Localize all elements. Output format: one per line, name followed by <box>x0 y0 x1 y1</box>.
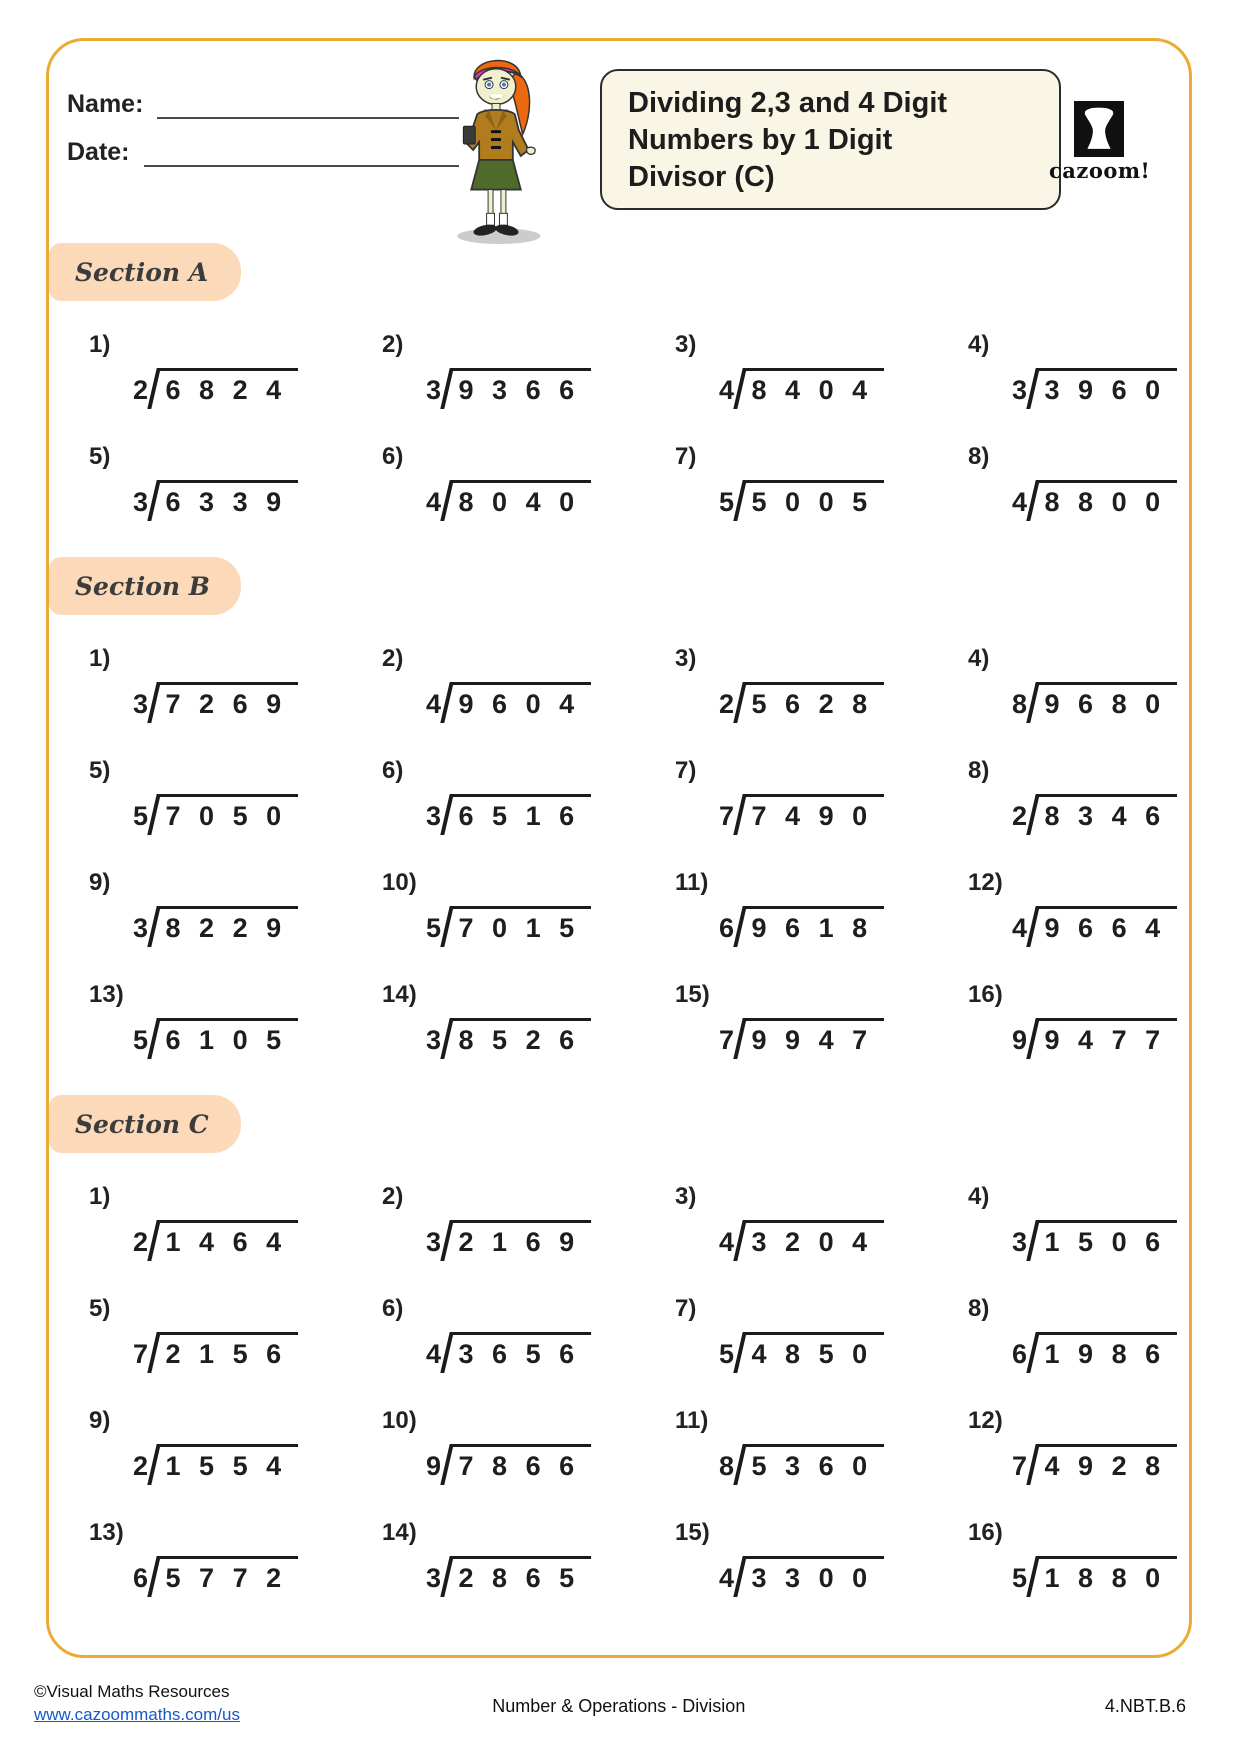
division-bracket-icon <box>733 1220 746 1261</box>
divisor: 6 <box>719 913 735 943</box>
division-bracket-icon <box>733 1018 746 1059</box>
division-expression <box>426 480 655 521</box>
worksheet-frame <box>46 38 1192 1658</box>
drum-logo-icon <box>1074 101 1124 157</box>
division-expression <box>133 368 362 409</box>
name-input-line[interactable] <box>157 89 459 119</box>
problem-number: 9) <box>89 869 111 896</box>
division-problem <box>362 869 655 955</box>
division-expression <box>719 1018 948 1059</box>
division-bracket-icon <box>440 1018 453 1059</box>
division-bracket-icon <box>733 480 746 521</box>
problem-number: 5) <box>89 443 111 470</box>
division-problem <box>948 645 1179 731</box>
division-expression <box>426 1444 655 1485</box>
problem-number: 5) <box>89 1295 111 1322</box>
title-line-2: Numbers by 1 Digit <box>628 123 893 156</box>
division-expression <box>1012 1556 1179 1597</box>
divisor: 4 <box>1012 487 1028 517</box>
division-bracket-icon <box>147 1220 160 1261</box>
divisor: 3 <box>133 913 149 943</box>
division-bracket-icon <box>1026 368 1039 409</box>
divisor: 2 <box>133 1451 149 1481</box>
divisor: 5 <box>719 1339 735 1369</box>
dividend: 2 8 6 5 <box>453 1556 592 1594</box>
division-problem <box>69 757 362 843</box>
problem-number: 15) <box>675 1519 710 1546</box>
division-expression <box>719 1220 948 1261</box>
division-problem <box>362 443 655 529</box>
divisor: 3 <box>1012 1227 1028 1257</box>
dividend: 1 5 5 4 <box>160 1444 299 1482</box>
division-problem <box>362 981 655 1067</box>
division-expression <box>719 480 948 521</box>
title-line-1: Dividing 2,3 and 4 Digit <box>628 87 948 119</box>
dividend: 9 4 7 7 <box>1039 1018 1178 1056</box>
divisor: 5 <box>719 487 735 517</box>
division-problem <box>362 645 655 731</box>
dividend: 8 0 4 0 <box>453 480 592 518</box>
section-b-problems <box>49 645 1189 1067</box>
section-a-header <box>49 243 241 301</box>
division-problem <box>948 1295 1179 1381</box>
worksheet-title-box <box>600 69 1061 210</box>
section-c-problems <box>49 1183 1189 1605</box>
division-problem <box>69 981 362 1067</box>
division-problem <box>948 869 1179 955</box>
dividend: 5 7 7 2 <box>160 1556 299 1594</box>
division-bracket-icon <box>147 794 160 835</box>
division-problem <box>362 1519 655 1605</box>
division-expression <box>133 1556 362 1597</box>
problem-number: 15) <box>675 981 710 1008</box>
division-problem <box>948 1183 1179 1269</box>
divisor: 5 <box>426 913 442 943</box>
division-problem <box>655 1519 948 1605</box>
problem-number: 13) <box>89 1519 124 1546</box>
division-problem <box>655 443 948 529</box>
division-problem <box>69 1183 362 1269</box>
dividend: 2 1 5 6 <box>160 1332 299 1370</box>
division-bracket-icon <box>147 1556 160 1597</box>
division-problem <box>69 331 362 417</box>
problem-number: 12) <box>968 869 1003 896</box>
division-bracket-icon <box>440 368 453 409</box>
division-problem <box>69 869 362 955</box>
dividend: 7 2 6 9 <box>160 682 299 720</box>
division-expression <box>719 1332 948 1373</box>
divisor: 3 <box>426 1563 442 1593</box>
divisor: 4 <box>719 1227 735 1257</box>
problem-number: 2) <box>382 331 404 358</box>
division-bracket-icon <box>147 1332 160 1373</box>
division-expression <box>133 1018 362 1059</box>
dividend: 1 5 0 6 <box>1039 1220 1178 1258</box>
division-bracket-icon <box>147 906 160 947</box>
problem-number: 1) <box>89 331 111 358</box>
division-problem <box>362 1407 655 1493</box>
division-problem <box>655 1183 948 1269</box>
problem-number: 3) <box>675 645 697 672</box>
problem-number: 1) <box>89 1183 111 1210</box>
division-problem <box>655 645 948 731</box>
dividend: 8 8 0 0 <box>1039 480 1178 518</box>
division-bracket-icon <box>440 906 453 947</box>
problem-number: 10) <box>382 1407 417 1434</box>
date-input-line[interactable] <box>144 137 459 167</box>
divisor: 9 <box>426 1451 442 1481</box>
problem-number: 13) <box>89 981 124 1008</box>
dividend: 9 6 8 0 <box>1039 682 1178 720</box>
problem-number: 6) <box>382 757 404 784</box>
problem-number: 11) <box>675 1407 709 1434</box>
division-expression <box>426 906 655 947</box>
division-bracket-icon <box>733 368 746 409</box>
divisor: 3 <box>426 1227 442 1257</box>
divisor: 3 <box>1012 375 1028 405</box>
dividend: 5 3 6 0 <box>746 1444 885 1482</box>
division-bracket-icon <box>440 480 453 521</box>
standard-code: 4.NBT.B.6 <box>1104 1696 1186 1716</box>
division-expression <box>1012 682 1179 723</box>
division-problem <box>948 981 1179 1067</box>
divisor: 3 <box>426 1025 442 1055</box>
division-problem <box>69 443 362 529</box>
divisor: 4 <box>426 689 442 719</box>
division-expression <box>1012 368 1179 409</box>
division-bracket-icon <box>440 794 453 835</box>
divisor: 4 <box>1012 913 1028 943</box>
divisor: 9 <box>1012 1025 1028 1055</box>
division-bracket-icon <box>1026 1556 1039 1597</box>
division-expression <box>719 1444 948 1485</box>
division-problem <box>69 1295 362 1381</box>
division-problem <box>948 331 1179 417</box>
problem-number: 3) <box>675 1183 697 1210</box>
division-expression <box>426 368 655 409</box>
problem-number: 16) <box>968 1519 1003 1546</box>
division-bracket-icon <box>733 794 746 835</box>
divisor: 3 <box>133 487 149 517</box>
problem-number: 7) <box>675 757 697 784</box>
division-bracket-icon <box>1026 682 1039 723</box>
problem-number: 2) <box>382 1183 404 1210</box>
division-problem <box>948 443 1179 529</box>
divisor: 3 <box>426 801 442 831</box>
division-bracket-icon <box>1026 480 1039 521</box>
division-expression <box>719 682 948 723</box>
section-c-title: Section C <box>75 1109 209 1139</box>
problem-number: 4) <box>968 645 990 672</box>
logo-wordmark: cazoom! <box>1049 158 1151 183</box>
dividend: 8 3 4 6 <box>1039 794 1178 832</box>
divisor: 2 <box>133 375 149 405</box>
divisor: 4 <box>719 1563 735 1593</box>
worksheet-header <box>49 41 1189 243</box>
division-expression <box>426 1332 655 1373</box>
dividend: 6 3 3 9 <box>160 480 299 518</box>
dividend: 2 1 6 9 <box>453 1220 592 1258</box>
division-expression <box>1012 1018 1179 1059</box>
divisor: 6 <box>133 1563 149 1593</box>
divisor: 8 <box>1012 689 1028 719</box>
dividend: 8 4 0 4 <box>746 368 885 406</box>
division-problem <box>948 757 1179 843</box>
footer-topic: Number & Operations - Division <box>492 1696 746 1716</box>
division-expression <box>719 794 948 835</box>
dividend: 5 0 0 5 <box>746 480 885 518</box>
division-problem <box>655 869 948 955</box>
division-bracket-icon <box>440 1220 453 1261</box>
division-bracket-icon <box>1026 1444 1039 1485</box>
division-bracket-icon <box>733 1444 746 1485</box>
dividend: 6 8 2 4 <box>160 368 299 406</box>
divisor: 5 <box>1012 1563 1028 1593</box>
name-field-row <box>67 89 459 119</box>
division-bracket-icon <box>733 906 746 947</box>
division-expression <box>1012 1332 1179 1373</box>
division-expression <box>426 794 655 835</box>
problem-number: 8) <box>968 443 990 470</box>
division-bracket-icon <box>733 1332 746 1373</box>
division-expression <box>133 1220 362 1261</box>
division-expression <box>133 794 362 835</box>
title-line-3: Divisor (C) <box>628 160 775 193</box>
problem-number: 6) <box>382 443 404 470</box>
division-bracket-icon <box>147 1018 160 1059</box>
divisor: 2 <box>133 1227 149 1257</box>
dividend: 6 1 0 5 <box>160 1018 299 1056</box>
problem-number: 7) <box>675 1295 697 1322</box>
division-expression <box>133 1444 362 1485</box>
problem-number: 4) <box>968 331 990 358</box>
divisor: 3 <box>133 689 149 719</box>
division-bracket-icon <box>733 682 746 723</box>
dividend: 4 8 5 0 <box>746 1332 885 1370</box>
dividend: 9 6 6 4 <box>1039 906 1178 944</box>
problem-number: 14) <box>382 1519 417 1546</box>
division-bracket-icon <box>147 1444 160 1485</box>
division-bracket-icon <box>1026 906 1039 947</box>
dividend: 9 6 1 8 <box>746 906 885 944</box>
division-problem <box>69 1407 362 1493</box>
cazoom-logo <box>1049 101 1149 183</box>
dividend: 3 2 0 4 <box>746 1220 885 1258</box>
division-problem <box>655 757 948 843</box>
division-bracket-icon <box>733 1556 746 1597</box>
dividend: 7 0 5 0 <box>160 794 299 832</box>
divisor: 2 <box>1012 801 1028 831</box>
division-expression <box>1012 794 1179 835</box>
division-expression <box>1012 480 1179 521</box>
division-expression <box>1012 906 1179 947</box>
division-problem <box>69 645 362 731</box>
division-problem <box>948 1407 1179 1493</box>
problem-number: 10) <box>382 869 417 896</box>
footer-left <box>34 1682 428 1725</box>
divisor: 7 <box>1012 1451 1028 1481</box>
problem-number: 8) <box>968 757 990 784</box>
division-expression <box>426 1556 655 1597</box>
dividend: 8 5 2 6 <box>453 1018 592 1056</box>
page-footer <box>34 1682 1192 1725</box>
dividend: 1 4 6 4 <box>160 1220 299 1258</box>
division-expression <box>133 682 362 723</box>
dividend: 9 6 0 4 <box>453 682 592 720</box>
section-a-title: Section A <box>75 257 209 287</box>
problem-number: 2) <box>382 645 404 672</box>
copyright-text: ©Visual Maths Resources <box>34 1682 230 1701</box>
division-expression <box>133 1332 362 1373</box>
dividend: 1 8 8 0 <box>1039 1556 1178 1594</box>
website-link[interactable]: www.cazoommaths.com/us <box>34 1705 240 1724</box>
dividend: 9 3 6 6 <box>453 368 592 406</box>
dividend: 7 0 1 5 <box>453 906 592 944</box>
division-bracket-icon <box>440 1556 453 1597</box>
problem-number: 12) <box>968 1407 1003 1434</box>
divisor: 5 <box>133 1025 149 1055</box>
division-problem <box>655 1407 948 1493</box>
division-problem <box>655 981 948 1067</box>
section-b-header <box>49 557 241 615</box>
divisor: 7 <box>133 1339 149 1369</box>
section-b-title: Section B <box>75 571 210 601</box>
divisor: 8 <box>719 1451 735 1481</box>
division-expression <box>1012 1220 1179 1261</box>
division-expression <box>719 906 948 947</box>
problem-number: 6) <box>382 1295 404 1322</box>
division-problem <box>655 1295 948 1381</box>
problem-number: 1) <box>89 645 111 672</box>
dividend: 4 9 2 8 <box>1039 1444 1178 1482</box>
division-problem <box>362 757 655 843</box>
division-expression <box>426 1018 655 1059</box>
divisor: 4 <box>719 375 735 405</box>
dividend: 1 9 8 6 <box>1039 1332 1178 1370</box>
division-problem <box>69 1519 362 1605</box>
division-expression <box>133 906 362 947</box>
dividend: 7 8 6 6 <box>453 1444 592 1482</box>
problem-number: 11) <box>675 869 709 896</box>
division-bracket-icon <box>440 1444 453 1485</box>
divisor: 6 <box>1012 1339 1028 1369</box>
dividend: 7 4 9 0 <box>746 794 885 832</box>
section-c-header <box>49 1095 241 1153</box>
divisor: 3 <box>426 375 442 405</box>
problem-number: 16) <box>968 981 1003 1008</box>
name-label: Name: <box>67 90 144 118</box>
division-bracket-icon <box>147 682 160 723</box>
division-expression <box>426 1220 655 1261</box>
division-bracket-icon <box>147 480 160 521</box>
dividend: 9 9 4 7 <box>746 1018 885 1056</box>
problem-number: 3) <box>675 331 697 358</box>
divisor: 4 <box>426 487 442 517</box>
dividend: 5 6 2 8 <box>746 682 885 720</box>
division-problem <box>948 1519 1179 1605</box>
division-problem <box>362 331 655 417</box>
division-bracket-icon <box>147 368 160 409</box>
divisor: 7 <box>719 1025 735 1055</box>
divisor: 4 <box>426 1339 442 1369</box>
division-bracket-icon <box>1026 1220 1039 1261</box>
problem-number: 7) <box>675 443 697 470</box>
divisor: 7 <box>719 801 735 831</box>
division-expression <box>719 1556 948 1597</box>
divisor: 2 <box>719 689 735 719</box>
dividend: 3 6 5 6 <box>453 1332 592 1370</box>
section-a-problems <box>49 331 1189 529</box>
date-label: Date: <box>67 138 130 166</box>
division-problem <box>655 331 948 417</box>
problem-number: 9) <box>89 1407 111 1434</box>
division-expression <box>133 480 362 521</box>
date-field-row <box>67 137 459 167</box>
division-bracket-icon <box>1026 1332 1039 1373</box>
dividend: 6 5 1 6 <box>453 794 592 832</box>
student-girl-illustration <box>435 47 557 245</box>
dividend: 3 9 6 0 <box>1039 368 1178 406</box>
division-problem <box>362 1183 655 1269</box>
division-bracket-icon <box>440 682 453 723</box>
dividend: 3 3 0 0 <box>746 1556 885 1594</box>
division-expression <box>719 368 948 409</box>
division-problem <box>362 1295 655 1381</box>
division-bracket-icon <box>1026 794 1039 835</box>
problem-number: 4) <box>968 1183 990 1210</box>
problem-number: 5) <box>89 757 111 784</box>
name-date-fields <box>67 89 459 185</box>
divisor: 5 <box>133 801 149 831</box>
division-expression <box>426 682 655 723</box>
division-bracket-icon <box>1026 1018 1039 1059</box>
problem-number: 8) <box>968 1295 990 1322</box>
dividend: 8 2 2 9 <box>160 906 299 944</box>
problem-number: 14) <box>382 981 417 1008</box>
division-bracket-icon <box>440 1332 453 1373</box>
division-expression <box>1012 1444 1179 1485</box>
